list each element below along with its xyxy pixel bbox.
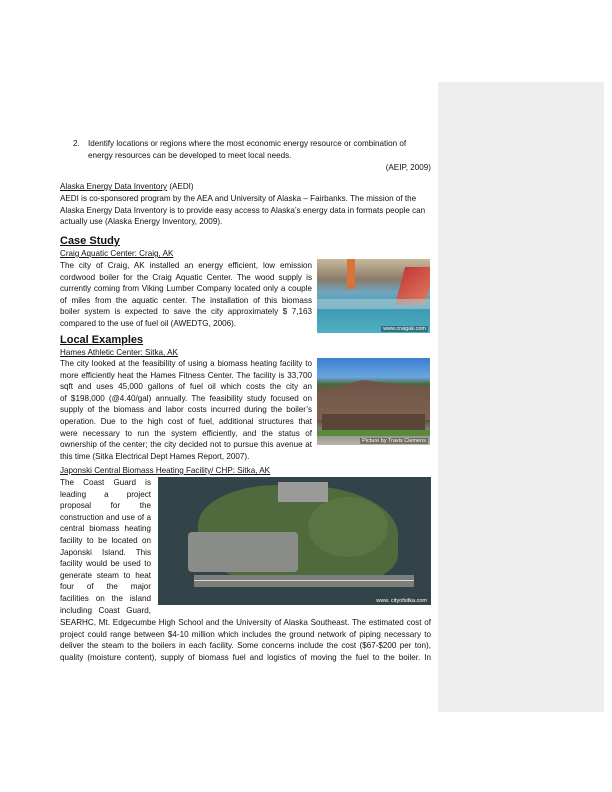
list-item-line: Identify locations or regions where the most economic energy resource or combination of — [88, 139, 407, 148]
hames-subheading: Hames Athletic Center: Sitka, AK — [60, 348, 178, 357]
paragraph-line: supply of the biomass and labor costs incurred during the boiler’s — [60, 405, 312, 415]
photo-credit: www.craigak.com — [383, 326, 426, 332]
hames-center-photo — [317, 358, 430, 445]
photo-credit: www. cityofsitka.com — [376, 598, 427, 604]
list-number: 2. — [73, 139, 80, 148]
paragraph-line: this time (Sitka Electrical Dept Hames Report, 2007). — [60, 451, 250, 461]
paragraph-line: SEARHC, Mt. Edgecumbe High School and the University of Alaska Southeast. The estimated cost of — [60, 618, 431, 627]
aedi-title-link: Alaska Energy Data Inventory — [60, 182, 168, 191]
paragraph-line: quality (moisture content), supply of biomass fuel and logistics of moving the fuel to the boiler. In — [60, 652, 431, 662]
paragraph-line: currently coming from Viking Lumber Company located only a couple — [60, 284, 312, 294]
local-examples-heading: Local Examples — [60, 334, 144, 346]
photo-credit: Picture by Travis Clemens — [362, 438, 426, 444]
paragraph-line: construction and use of a — [60, 512, 151, 522]
paragraph-line: The city looked at the feasibility of using a biomass heating facility to — [60, 359, 312, 368]
paragraph-line: facility to be located on — [60, 536, 151, 545]
aedi-title — [60, 181, 194, 193]
aedi-line: actually use (Alaska Energy Inventory, 2009). — [60, 217, 223, 226]
list-item-line: energy resources can be developed to meet local needs. — [88, 151, 292, 160]
paragraph-line: facility would be used to — [60, 559, 151, 569]
paragraph-line: were necessary to run the system efficiently, and the status of — [60, 428, 312, 438]
aedi-title-suffix: (AEDI) — [167, 182, 194, 191]
paragraph-line: project could range between $4-10 million which includes the ground network of piping necessary to — [60, 629, 431, 639]
case-study-heading: Case Study — [60, 235, 120, 247]
japonski-aerial-photo — [158, 477, 431, 605]
paragraph-line: leading a project — [60, 489, 151, 499]
paragraph-line: proposal for the — [60, 501, 151, 511]
paragraph-line: including Coast Guard, — [60, 605, 151, 615]
paragraph-line: more efficiently heat the Hames Fitness Center. The facility is 33,700 — [60, 370, 312, 380]
aedi-line: AEDI is co-sponsored program by the AEA and University of Alaska – Fairbanks. The mission of the — [60, 194, 417, 203]
paragraph-line: operation. Due to the high cost of fuel, additional structures that — [60, 417, 312, 426]
paragraph-line: cordwood boiler for the Craig Aquatic Center. The wood supply is — [60, 272, 312, 282]
paragraph-line: facilities on the island — [60, 594, 151, 603]
case-study-subheading: Craig Aquatic Center: Craig, AK — [60, 249, 174, 258]
paragraph-line: of $198,000 (@4.40/gal) annually. The feasibility study focused on — [60, 393, 312, 403]
citation: (AEIP, 2009) — [385, 163, 431, 172]
japonski-subheading: Japonski Central Biomass Heating Facility/ CHP: Sitka, AK — [60, 466, 271, 475]
paragraph-line: The Coast Guard is — [60, 478, 151, 487]
paragraph-line: ownership of the center; the city decided not to pursue this avenue at — [60, 440, 312, 450]
paragraph-line: Japonski Island. This — [60, 547, 151, 557]
aedi-line: Alaska Energy Data Inventory is to provide easy access to Alaska’s energy data in formats people can — [60, 206, 426, 215]
paragraph-line: four of the major — [60, 582, 151, 592]
paragraph-line: deliver the steam to the boilers in each facility. Some concerns include the cost ($67-$200 per ton), — [60, 641, 431, 651]
paragraph-line: central biomass heating — [60, 524, 151, 534]
paragraph-line: compared to the use of fuel oil (AWEDTG, 2006). — [60, 319, 237, 328]
paragraph-line: generate steam to heat — [60, 570, 151, 580]
paragraph-line: of miles from the aquatic center. The installation of this biomass — [60, 295, 312, 305]
comment-pane — [438, 82, 604, 712]
paragraph-line: The city of Craig, AK installed an energy efficient, low emission — [60, 261, 312, 270]
paragraph-line: boiler system is expected to save the city approximately $ 7,163 — [60, 307, 312, 317]
aquatic-center-photo — [317, 259, 430, 333]
paragraph-line: sqft and uses 45,000 gallons of fuel oil which costs the city an — [60, 382, 312, 392]
